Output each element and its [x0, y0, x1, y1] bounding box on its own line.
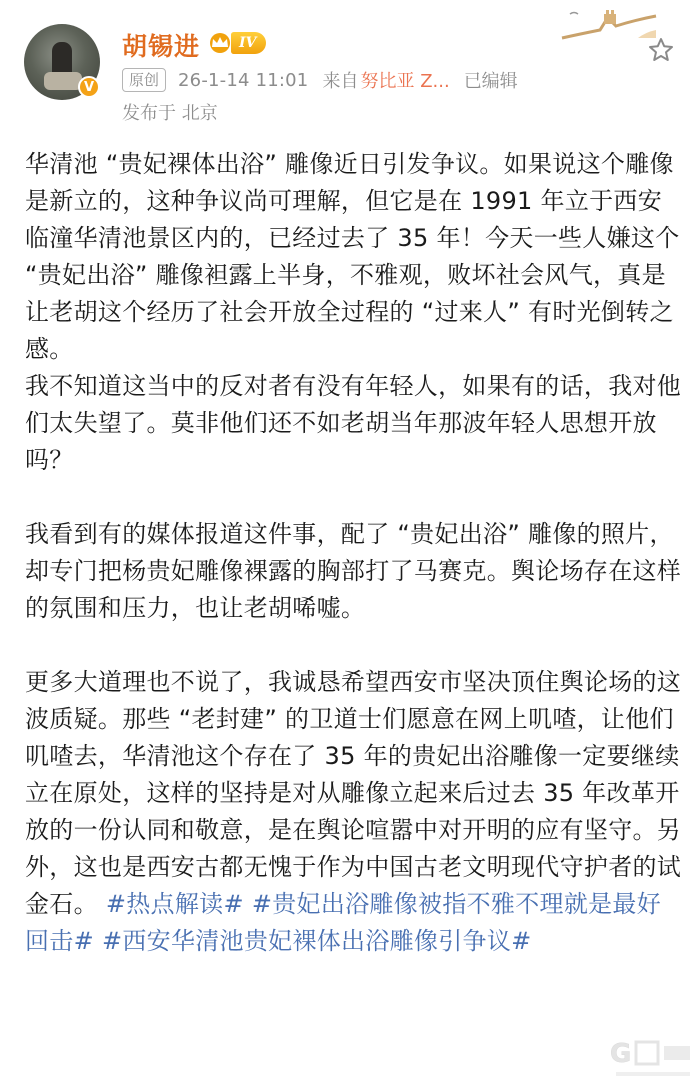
post-meta	[122, 66, 518, 94]
post-paragraph: 华清池 “贵妃裸体出浴” 雕像近日引发争议。如果说这个雕像是新立的，这种争议尚可理解，但它是在 1991 年立于西安临潼华清池景区内的，已经过去了 35 年！今天一些人嫌这个 “贵妃出浴” 雕像袒露上半身，不雅观，败坏社会风气，真是让老胡这个经历了社会开放全过程的 “过来人” 有时光倒转之感。	[25, 150, 680, 363]
verified-badge-icon: V	[78, 76, 100, 98]
avatar-book	[44, 72, 82, 90]
username[interactable]: 胡锡进	[122, 32, 201, 61]
source-prefix: 来自	[322, 71, 359, 92]
post-paragraph	[25, 664, 685, 960]
post-paragraph-text: 更多大道理也不说了，我诚恳希望西安市坚决顶住舆论场的这波质疑。那些 “老封建” 的卫道士们愿意在网上叽喳，让他们叽喳去，华清池这个存在了 35 年的贵妃出浴雕像一定要继续立在原处，这样的坚持是对从雕像立起来后过去 35 年改革开放的一份认同和敬意，是在舆论喧嚣中对开明的应有坚守。另外，这也是西安古都无愧于作为中国古老文明现代守护者的试金石。	[25, 668, 682, 918]
post-time: 26-1-14 11:01	[178, 69, 309, 91]
paragraph-spacer	[25, 627, 685, 664]
avatar-figure	[52, 42, 72, 76]
star-outline-icon[interactable]	[647, 36, 675, 64]
level-text: IV	[231, 32, 266, 54]
post-paragraph: 我不知道这当中的反对者有没有年轻人，如果有的话，我对他们太失望了。莫非他们还不如老胡当年那波年轻人思想开放吗？	[25, 372, 682, 474]
original-tag: 原创	[122, 68, 166, 92]
post-header	[0, 0, 700, 135]
post-location: 发布于 北京	[122, 103, 218, 124]
watermark-logo	[606, 1028, 696, 1080]
post-content	[25, 146, 685, 960]
post-paragraph: 我看到有的媒体报道这件事，配了 “贵妃出浴” 雕像的照片，却专门把杨贵妃雕像裸露的胸部打了马赛克。舆论场存在这样的氛围和压力，也让老胡唏嘘。	[25, 520, 682, 622]
edited-label[interactable]: 已编辑	[463, 71, 518, 92]
crown-icon	[205, 32, 235, 54]
hashtag-link[interactable]: #热点解读#	[105, 890, 244, 918]
svg-text:G: G	[610, 1039, 632, 1069]
source-link[interactable]: 努比亚 Z...	[360, 71, 450, 92]
hashtag-link[interactable]: #贵妃出浴雕像被指不雅不理就是最好回击#	[25, 890, 662, 955]
hashtag-link[interactable]: #西安华清池贵妃裸体出浴雕像引争议#	[101, 927, 532, 955]
great-wall-decoration	[560, 8, 660, 42]
paragraph-spacer	[25, 479, 685, 516]
user-level-badge[interactable]	[205, 31, 266, 55]
